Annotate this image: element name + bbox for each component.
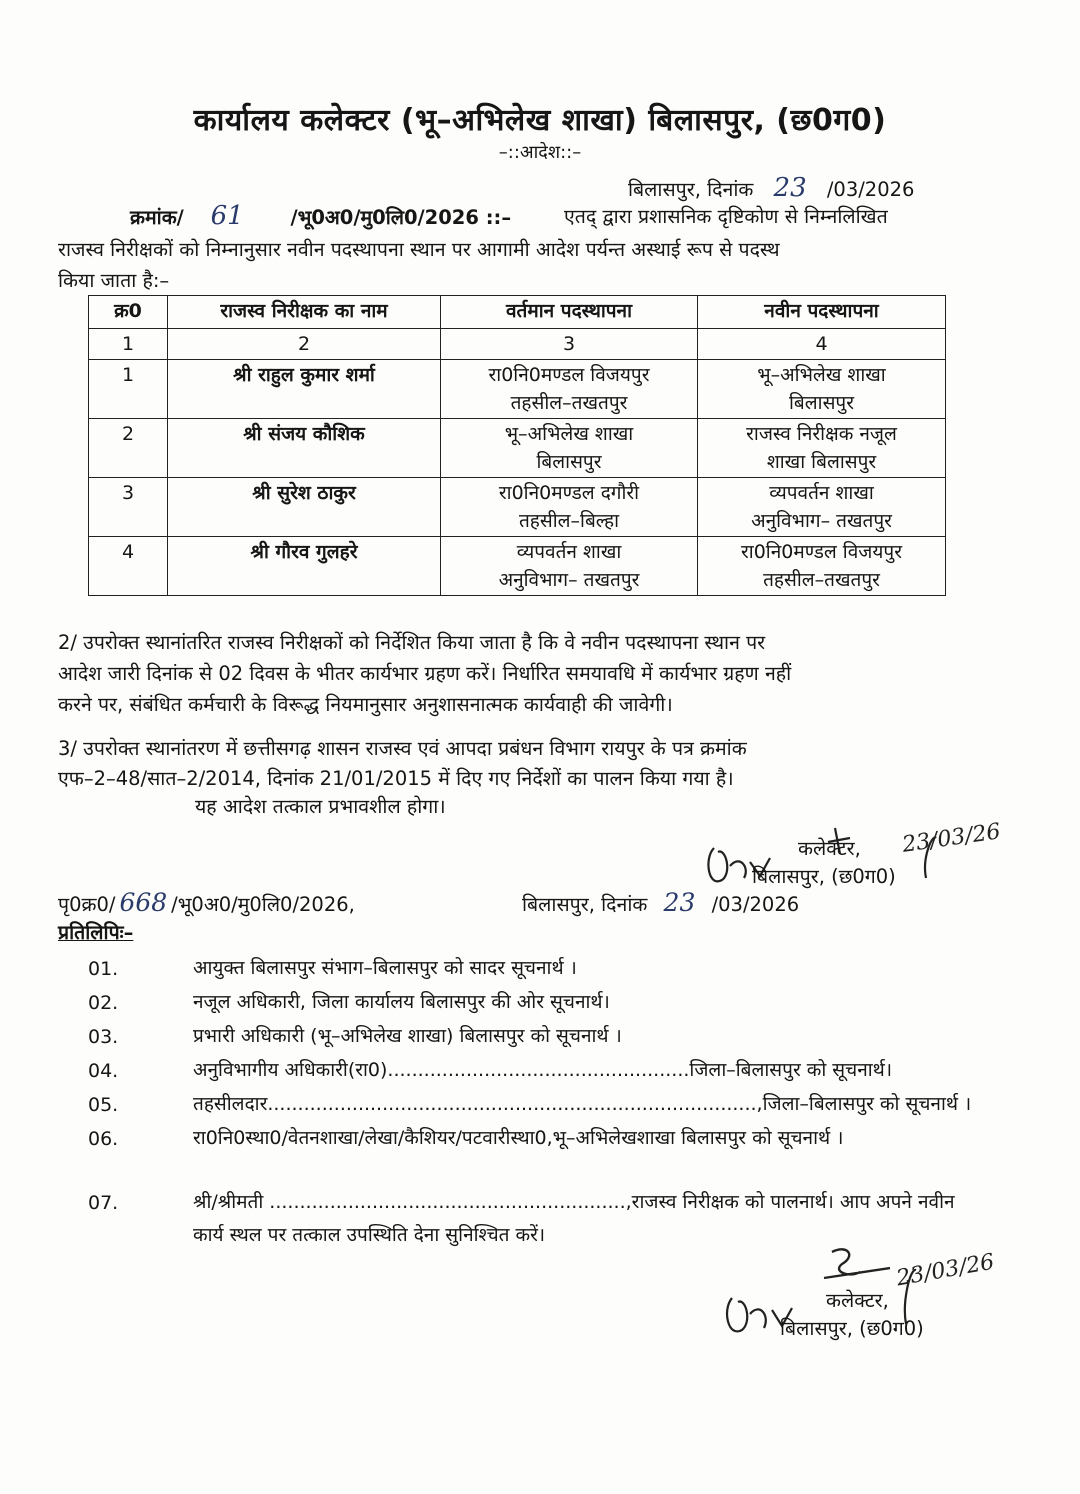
col-header-current: वर्तमान पदस्थापना bbox=[441, 296, 698, 329]
endorse-date-suffix: /03/2026 bbox=[711, 893, 800, 916]
copy-no: 05. bbox=[88, 1094, 119, 1116]
signature-1-role: कलेक्टर, bbox=[798, 837, 861, 860]
order-no-suffix: /भू0अ0/मु0लि0/2026 ::– bbox=[290, 206, 512, 229]
order-line2: राजस्व निरीक्षकों को निम्नानुसार नवीन पदस्थापना स्थान पर आगामी आदेश पर्यन्त अस्थाई रूप से पदस्थ bbox=[58, 238, 780, 261]
row-current bbox=[441, 537, 698, 596]
signature-2-place: बिलासपुर, (छ0ग0) bbox=[780, 1317, 924, 1340]
copy-text: अनुविभागीय अधिकारी(रा0)..................................................जिला–बिलासपुर को सूचनार्थ। bbox=[193, 1059, 893, 1081]
col-header-name: राजस्व निरीक्षक का नाम bbox=[168, 296, 441, 329]
col-header-new: नवीन पदस्थापना bbox=[698, 296, 946, 329]
endorse-ref-suffix: /भू0अ0/मु0लि0/2026, bbox=[171, 893, 355, 916]
row-name: श्री संजय कौशिक bbox=[168, 419, 441, 478]
row-current bbox=[441, 419, 698, 478]
colnum-1: 1 bbox=[89, 329, 168, 360]
copy-text: श्री/श्रीमती ...........................................................,राजस्व निरीक्षक को पालनार्थ। आप अपने नवीन कार्य स्थल पर तत्काल उपस्थिति देना सुनिश्चित करें। bbox=[193, 1191, 955, 1246]
copy-text: आयुक्त बिलासपुर संभाग–बिलासपुर को सादर सूचनार्थ । bbox=[193, 957, 577, 979]
table-row bbox=[89, 419, 946, 478]
order-number bbox=[130, 200, 511, 234]
table-row bbox=[89, 360, 946, 419]
current-line1: रा0नि0मण्डल दगौरी bbox=[498, 482, 640, 504]
order-line1: एतद् द्वारा प्रशासनिक दृष्टिकोण से निम्नलिखित bbox=[564, 205, 888, 228]
colnum-2: 2 bbox=[168, 329, 441, 360]
copy-no: 04. bbox=[88, 1060, 119, 1082]
copy-text: प्रभारी अधिकारी (भू–अभिलेख शाखा) बिलासपुर को सूचनार्थ । bbox=[193, 1025, 622, 1047]
col-header-sn: क्र0 bbox=[89, 296, 168, 329]
row-sn: 2 bbox=[89, 419, 168, 478]
para3-line3: यह आदेश तत्काल प्रभावशील होगा। bbox=[195, 795, 446, 818]
row-current bbox=[441, 360, 698, 419]
row-sn: 4 bbox=[89, 537, 168, 596]
order-no-label: क्रमांक/ bbox=[130, 206, 184, 229]
new-line1: व्यपवर्तन शाखा bbox=[769, 482, 874, 504]
para3-line2: एफ–2–48/सात–2/2014, दिनांक 21/01/2015 में दिए गए निर्देशों का पालन किया गया है। bbox=[58, 767, 734, 790]
copy-no: 06. bbox=[88, 1128, 119, 1150]
current-line1: भू–अभिलेख शाखा bbox=[504, 423, 634, 445]
current-line2: अनुविभाग– तखतपुर bbox=[498, 569, 640, 591]
copy-to-label: प्रतिलिपिः– bbox=[58, 921, 134, 944]
copy-text: तहसीलदार.................................................................................,जिला–बिलासपुर को सूचनार्थ । bbox=[193, 1093, 972, 1115]
copy-text: नजूल अधिकारी, जिला कार्यालय बिलासपुर की ओर सूचनार्थ। bbox=[193, 991, 610, 1013]
endorsement-date bbox=[522, 886, 799, 921]
date-handwritten: 23 bbox=[773, 173, 807, 203]
table-row bbox=[89, 537, 946, 596]
row-sn: 1 bbox=[89, 360, 168, 419]
date-suffix: /03/2026 bbox=[826, 178, 915, 201]
table-row bbox=[89, 478, 946, 537]
current-line1: रा0नि0मण्डल विजयपुर bbox=[488, 364, 650, 386]
para2-line3: करने पर, संबंधित कर्मचारी के विरूद्ध नियमानुसार अनुशासनात्मक कार्यवाही की जावेगी। bbox=[58, 693, 673, 716]
row-new bbox=[698, 419, 946, 478]
row-name: श्री सुरेश ठाकुर bbox=[168, 478, 441, 537]
copy-text: रा0नि0स्था0/वेतनशाखा/लेखा/कैशियर/पटवारीस्था0,भू–अभिलेखशाखा बिलासपुर को सूचनार्थ । bbox=[193, 1127, 844, 1149]
order-heading: –::आदेश::– bbox=[498, 142, 582, 163]
row-name: श्री राहुल कुमार शर्मा bbox=[168, 360, 441, 419]
colnum-3: 3 bbox=[441, 329, 698, 360]
new-line2: तहसील–तखतपुर bbox=[763, 569, 880, 591]
current-line2: बिलासपुर bbox=[536, 451, 602, 473]
row-name: श्री गौरव गुलहरे bbox=[168, 537, 441, 596]
copy-no: 03. bbox=[88, 1026, 119, 1048]
row-new bbox=[698, 537, 946, 596]
copy-no: 01. bbox=[88, 958, 119, 980]
endorse-date-handwritten: 23 bbox=[663, 888, 696, 917]
date-prefix: बिलासपुर, दिनांक bbox=[628, 178, 754, 201]
new-line1: भू–अभिलेख शाखा bbox=[757, 364, 886, 386]
copy-no: 02. bbox=[88, 992, 119, 1014]
table-header-row bbox=[89, 296, 946, 329]
current-line2: तहसील–बिल्हा bbox=[518, 510, 620, 532]
para3-line1: 3/ उपरोक्त स्थानांतरण में छत्तीसगढ़ शासन राजस्व एवं आपदा प्रबंधन विभाग रायपुर के पत्र क्रमांक bbox=[58, 737, 747, 760]
colnum-4: 4 bbox=[698, 329, 946, 360]
table-colnum-row bbox=[89, 329, 946, 360]
new-line2: शाखा बिलासपुर bbox=[766, 451, 877, 473]
endorse-ref-prefix: पृ0क्र0/ bbox=[58, 893, 116, 916]
order-no-handwritten: 61 bbox=[210, 201, 244, 231]
signature-2-date: 23/03/26 bbox=[894, 1249, 997, 1292]
new-line2: बिलासपुर bbox=[789, 392, 854, 414]
current-line2: तहसील–तखतपुर bbox=[510, 392, 628, 414]
signature-1-place: बिलासपुर, (छ0ग0) bbox=[752, 865, 896, 888]
signature-2-role: कलेक्टर, bbox=[826, 1289, 889, 1312]
row-new bbox=[698, 478, 946, 537]
copy-no: 07. bbox=[88, 1192, 119, 1214]
new-line2: अनुविभाग– तखतपुर bbox=[751, 510, 892, 532]
signature-1-date: 23/03/26 bbox=[900, 819, 1003, 858]
new-line1: रा0नि0मण्डल विजयपुर bbox=[741, 541, 902, 563]
row-sn: 3 bbox=[89, 478, 168, 537]
para2-line2: आदेश जारी दिनांक से 02 दिवस के भीतर कार्यभार ग्रहण करें। निर्धारित समयावधि में कार्यभार ग्रहण नहीं bbox=[58, 662, 792, 685]
new-line1: राजस्व निरीक्षक नजूल bbox=[746, 423, 897, 445]
para2-line1: 2/ उपरोक्त स्थानांतरित राजस्व निरीक्षकों को निर्देशित किया जाता है कि वे नवीन पदस्थापना स्थान पर bbox=[58, 631, 766, 654]
office-title: कार्यालय कलेक्टर (भू–अभिलेख शाखा) बिलासपुर, (छ0ग0) bbox=[193, 103, 887, 138]
row-new bbox=[698, 360, 946, 419]
transfer-table bbox=[88, 295, 946, 596]
endorse-date-prefix: बिलासपुर, दिनांक bbox=[522, 893, 648, 916]
row-current bbox=[441, 478, 698, 537]
endorse-ref-handwritten: 668 bbox=[119, 888, 168, 917]
order-line3: किया जाता है:– bbox=[58, 269, 170, 292]
current-line1: व्यपवर्तन शाखा bbox=[516, 541, 622, 563]
